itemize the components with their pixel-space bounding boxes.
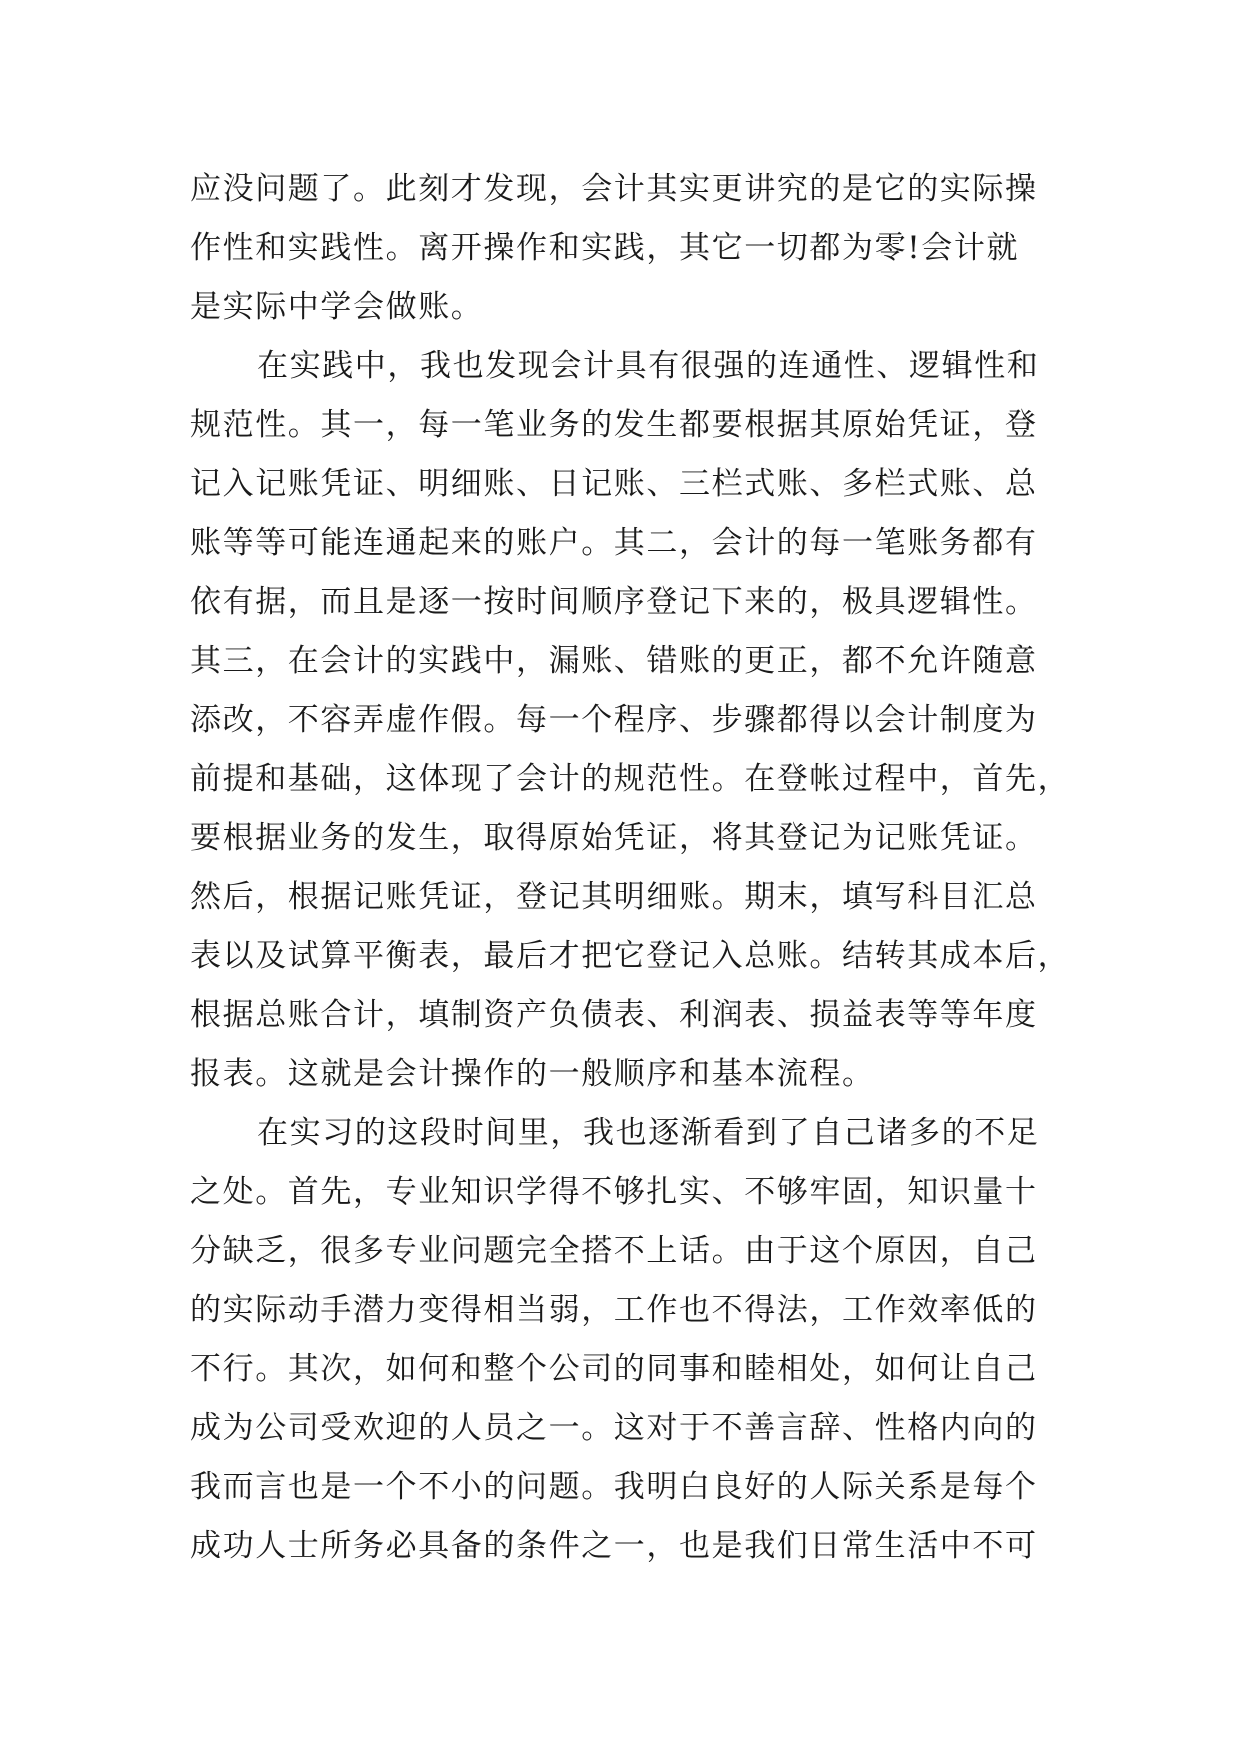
text-line: 表以及试算平衡表，最后才把它登记入总账。结转其成本后， [190,938,1071,974]
text-line: 要根据业务的发生，取得原始凭证，将其登记为记账凭证。 [190,820,1038,856]
paragraph-first-line: 在实习的这段时间里，我也逐渐看到了自己诸多的不足 [257,1115,1040,1151]
text-line: 其三，在会计的实践中，漏账、错账的更正，都不允许随意 [190,643,1038,679]
text-line: 之处。首先，专业知识学得不够扎实、不够牢固，知识量十 [190,1174,1038,1210]
text-line: 成为公司受欢迎的人员之一。这对于不善言辞、性格内向的 [190,1410,1038,1446]
text-line: 分缺乏，很多专业问题完全搭不上话。由于这个原因，自己 [190,1233,1038,1269]
text-line: 前提和基础，这体现了会计的规范性。在登帐过程中，首先， [190,761,1071,797]
text-line: 成功人士所务必具备的条件之一，也是我们日常生活中不可 [190,1528,1038,1564]
text-line: 规范性。其一，每一笔业务的发生都要根据其原始凭证，登 [190,407,1038,443]
text-line: 记入记账凭证、明细账、日记账、三栏式账、多栏式账、总 [190,466,1038,502]
text-line: 不行。其次，如何和整个公司的同事和睦相处，如何让自己 [190,1351,1038,1387]
paragraph-first-line: 在实践中，我也发现会计具有很强的连通性、逻辑性和 [257,348,1040,384]
text-line: 的实际动手潜力变得相当弱，工作也不得法，工作效率低的 [190,1292,1038,1328]
text-line: 我而言也是一个不小的问题。我明白良好的人际关系是每个 [190,1469,1038,1505]
text-line: 作性和实践性。离开操作和实践，其它一切都为零!会计就 [190,230,1020,266]
text-line: 然后，根据记账凭证，登记其明细账。期末，填写科目汇总 [190,879,1038,915]
text-line: 报表。这就是会计操作的一般顺序和基本流程。 [190,1056,875,1092]
text-line: 根据总账合计，填制资产负债表、利润表、损益表等等年度 [190,997,1038,1033]
text-line: 是实际中学会做账。 [190,289,484,325]
text-line: 依有据，而且是逐一按时间顺序登记下来的，极具逻辑性。 [190,584,1038,620]
text-line: 应没问题了。此刻才发现，会计其实更讲究的是它的实际操 [190,171,1038,207]
text-line: 添改，不容弄虚作假。每一个程序、步骤都得以会计制度为 [190,702,1038,738]
text-line: 账等等可能连通起来的账户。其二，会计的每一笔账务都有 [190,525,1038,561]
body-text [190,160,1070,1576]
